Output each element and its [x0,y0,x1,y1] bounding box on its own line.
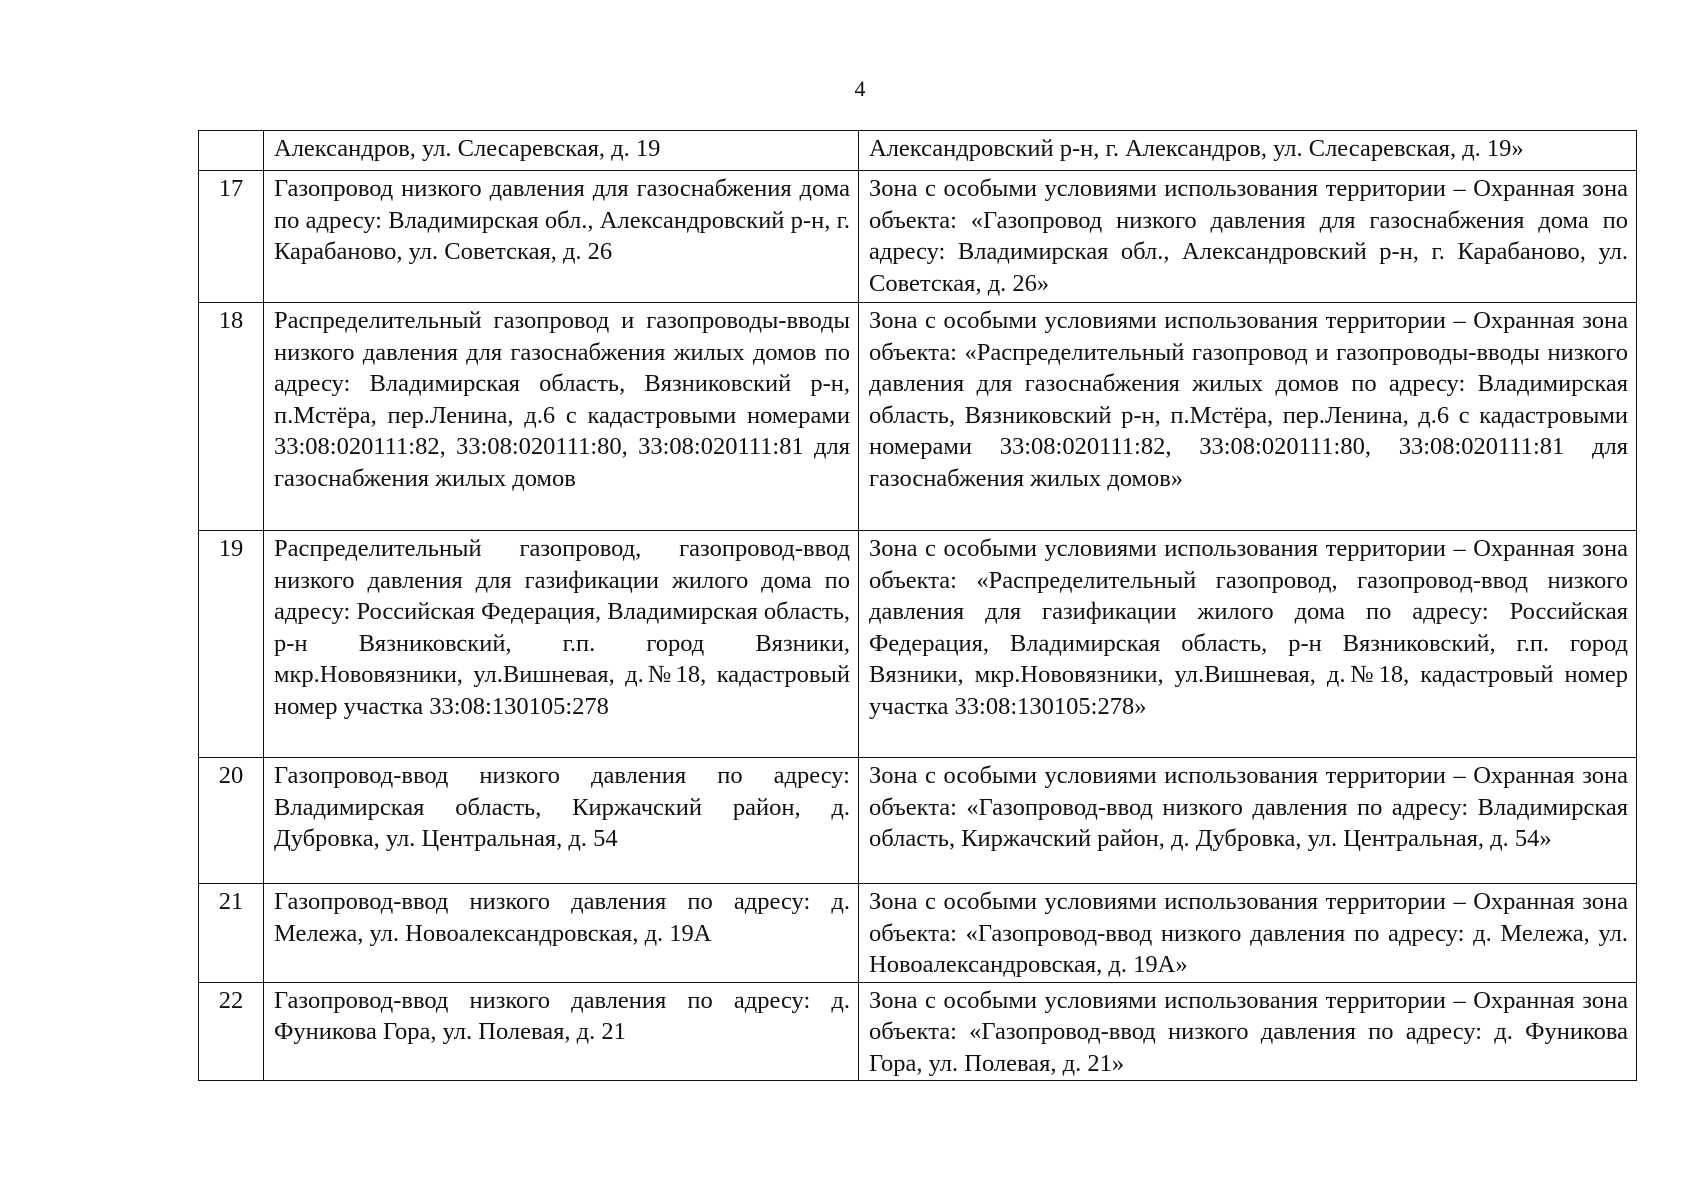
zone-description-cell: Зона с особыми условиями использования территории – Охранная зона объекта: «Газопровод низкого давления для газоснабжения дома по адресу: Владимирская обл., Александровский р-н, г. Карабаново, ул. Советская, д. 26» [859,171,1637,303]
zone-description-cell: Зона с особыми условиями использования территории – Охранная зона объекта: «Газопровод-ввод низкого давления по адресу: д. Фуникова Гора, ул. Полевая, д. 21» [859,982,1637,1081]
zone-description-cell: Зона с особыми условиями использования территории – Охранная зона объекта: «Газопровод-ввод низкого давления по адресу: Владимирская область, Киржачский район, д. Дубровка, ул. Центральная, д. 54» [859,758,1637,884]
row-number: 22 [199,982,264,1081]
table-row [199,758,1637,884]
table-row [199,884,1637,983]
zone-description-cell: Зона с особыми условиями использования территории – Охранная зона объекта: «Распределительный газопровод, газопровод-ввод низкого давления для газификации жилого дома по адресу: Российская Федерация, Владимирская область, р-н Вязниковский, г.п. город Вязники, мкр.Нововязники, ул.Вишневая, д.№18, кадастровый номер участка 33:08:130105:278» [859,531,1637,758]
table-row [199,131,1637,171]
object-name-cell: Газопровод низкого давления для газоснабжения дома по адресу: Владимирская обл., Александровский р-н, г. Карабаново, ул. Советская, д. 26 [264,171,859,303]
row-number: 19 [199,531,264,758]
object-name-cell: Газопровод-ввод низкого давления по адресу: д. Мележа, ул. Новоалександровская, д. 19А [264,884,859,983]
row-number: 18 [199,303,264,531]
object-name-cell: Газопровод-ввод низкого давления по адресу: д. Фуникова Гора, ул. Полевая, д. 21 [264,982,859,1081]
zone-description-cell: Зона с особыми условиями использования территории – Охранная зона объекта: «Газопровод-ввод низкого давления по адресу: д. Мележа, ул. Новоалександровская, д. 19А» [859,884,1637,983]
row-number: 17 [199,171,264,303]
table-row [199,531,1637,758]
zone-description-cell: Зона с особыми условиями использования территории – Охранная зона объекта: «Распределительный газопровод и газопроводы-вводы низкого давления для газоснабжения жилых домов по адресу: Владимирская область, Вязниковский р-н, п.Мстёра, пер.Ленина, д.6 с кадастровыми номерами 33:08:020111:82, 33:08:020111:80, 33:08:020111:81 для газоснабжения жилых домов» [859,303,1637,531]
zones-table [198,130,1637,1081]
page-number: 4 [854,76,866,101]
row-number: 20 [199,758,264,884]
table-row [199,303,1637,531]
row-number [199,131,264,171]
row-number: 21 [199,884,264,983]
table-row [199,171,1637,303]
object-name-cell: Газопровод-ввод низкого давления по адресу: Владимирская область, Киржачский район, д. Дубровка, ул. Центральная, д. 54 [264,758,859,884]
object-name-cell: Александров, ул. Слесаревская, д. 19 [264,131,859,171]
object-name-cell: Распределительный газопровод и газопроводы-вводы низкого давления для газоснабжения жилых домов по адресу: Владимирская область, Вязниковский р-н, п.Мстёра, пер.Ленина, д.6 с кадастровыми номерами 33:08:020111:82, 33:08:020111:80, 33:08:020111:81 для газоснабжения жилых домов [264,303,859,531]
object-name-cell: Распределительный газопровод, газопровод-ввод низкого давления для газификации жилого дома по адресу: Российская Федерация, Владимирская область, р-н Вязниковский, г.п. город Вязники, мкр.Нововязники, ул.Вишневая, д.№18, кадастровый номер участка 33:08:130105:278 [264,531,859,758]
table-row [199,982,1637,1081]
zone-description-cell: Александровский р-н, г. Александров, ул. Слесаревская, д. 19» [859,131,1637,171]
